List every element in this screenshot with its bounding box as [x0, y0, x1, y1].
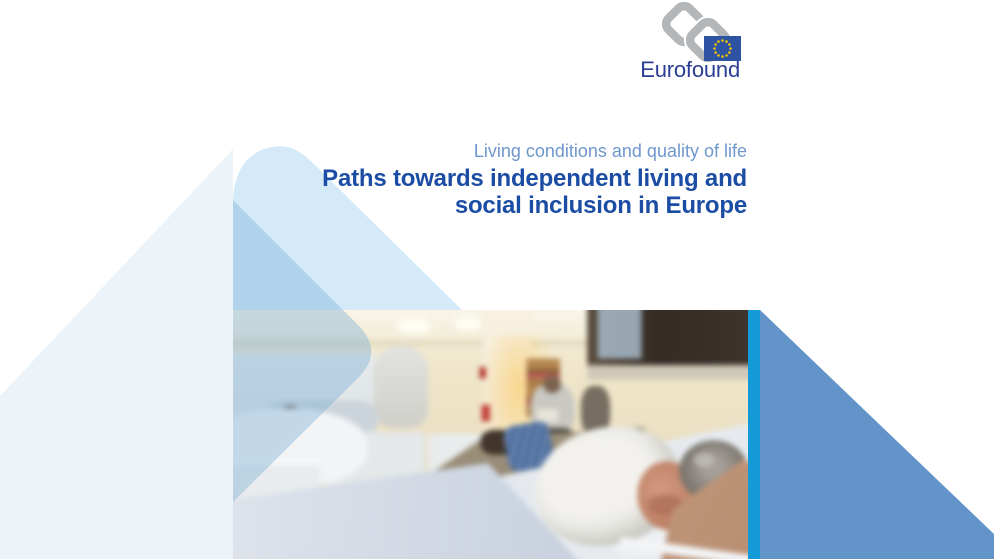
title-block: [0, 140, 747, 219]
brand-wordmark: Eurofound: [640, 57, 740, 82]
report-title: [0, 165, 747, 219]
cover-photo: [233, 310, 748, 559]
photo-scene: [233, 310, 748, 559]
series-subtitle: Living conditions and quality of life: [473, 141, 747, 161]
eu-flag-stars: [713, 39, 732, 58]
title-line-1: Paths towards independent living and: [322, 165, 747, 192]
title-line-2: social inclusion in Europe: [454, 192, 747, 219]
